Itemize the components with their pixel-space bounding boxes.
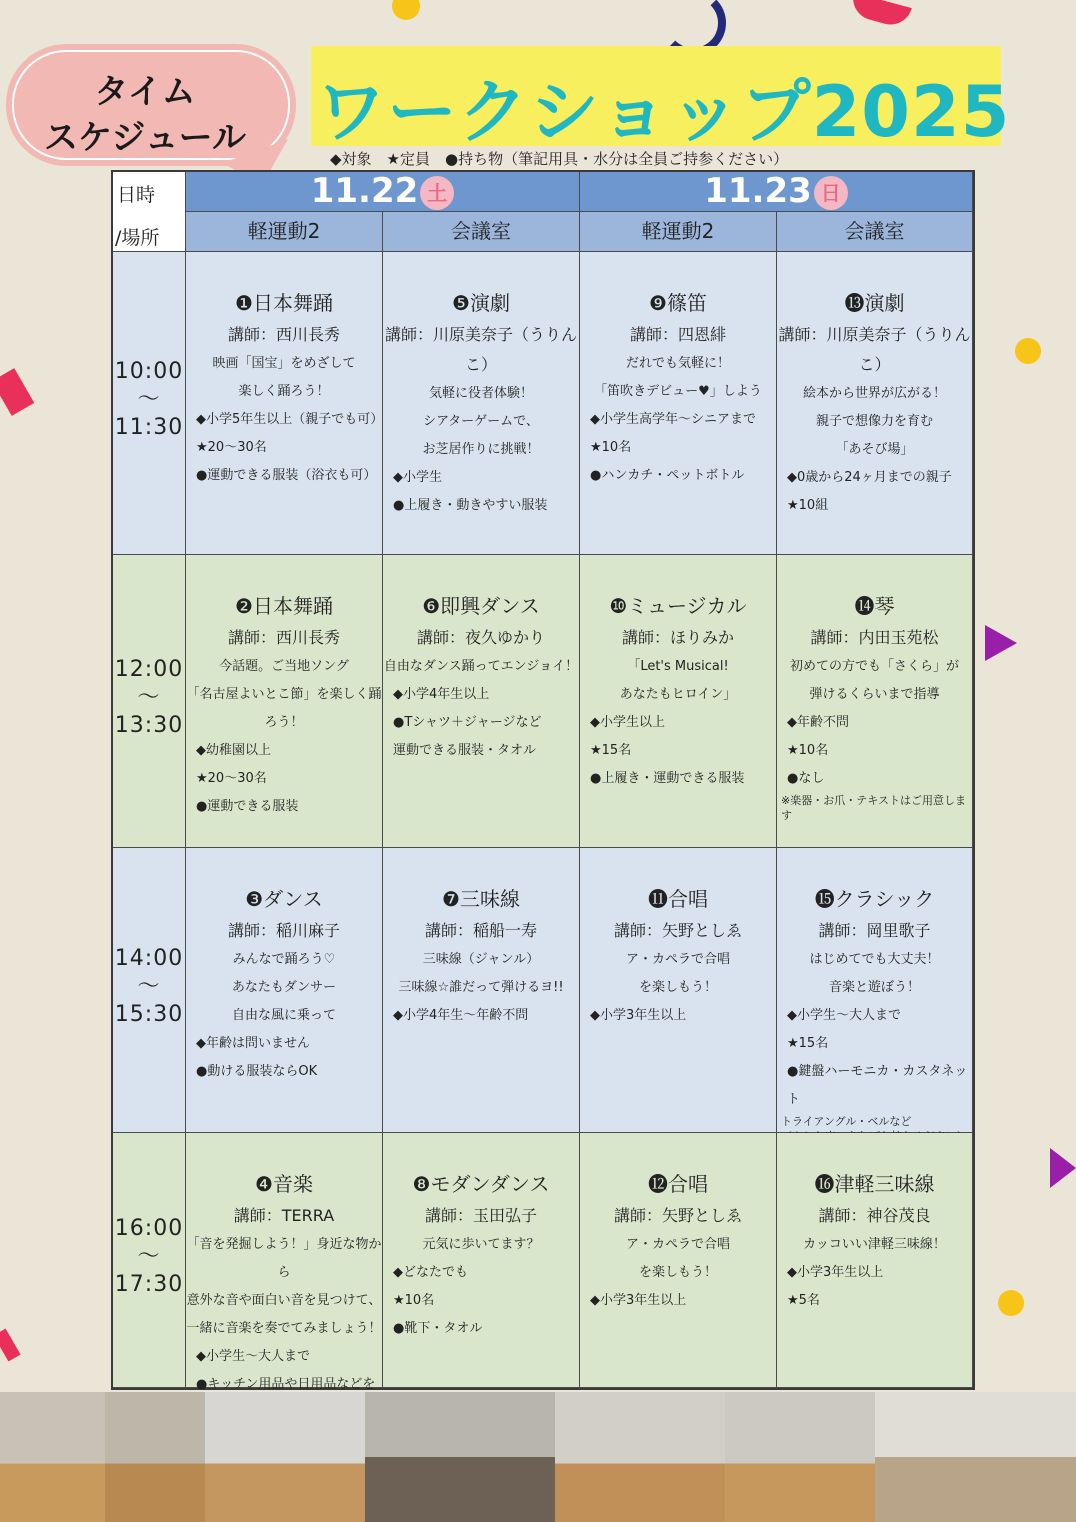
workshop-title: ⓬合唱 — [648, 1172, 708, 1196]
workshop-title: ⓭演劇 — [844, 291, 905, 315]
description-line: ア・カペラで合唱 — [625, 952, 730, 967]
workshop-title: ❾篠笛 — [649, 291, 707, 315]
target-audience: ◆小学生以上 — [590, 715, 665, 730]
time-sep: 〜 — [137, 973, 161, 999]
description-line: 三味線☆誰だって弾けるヨ!! — [398, 980, 564, 995]
room-header: 会議室 — [383, 212, 580, 252]
items-to-bring: ●靴下・タオル — [393, 1321, 483, 1336]
confetti-yellow — [392, 0, 420, 20]
items-to-bring: ●動ける服装ならOK — [196, 1064, 318, 1079]
weekday-badge: 土 — [420, 176, 454, 210]
description-line: 絵本から世界が広がる！ — [802, 386, 946, 401]
confetti-purple — [985, 625, 1017, 661]
workshop-cell — [186, 555, 383, 848]
workshop-title: ❹音楽 — [255, 1172, 313, 1196]
time-sep: 〜 — [137, 1243, 161, 1269]
instructor: 講師：TERRA — [233, 1206, 335, 1225]
items-to-bring: ●上履き・動きやすい服装 — [393, 498, 548, 513]
date-header — [186, 172, 580, 212]
workshop-title: ❿ミュージカル — [609, 594, 747, 618]
description-line: 楽しく踊ろう！ — [238, 384, 330, 399]
date-label: 11.22 — [310, 171, 419, 211]
target-audience: ◆小学5年生以上（親子でも可） — [196, 412, 384, 427]
room-header: 軽運動2 — [186, 212, 383, 252]
instructor: 講師：夜久ゆかり — [416, 628, 545, 647]
workshop-title: ❶日本舞踊 — [235, 291, 333, 315]
workshop-cell — [383, 555, 580, 848]
description-line: 元気に歩いてます？ — [422, 1237, 540, 1252]
description-line: 自由なダンス踊ってエンジョイ！ — [383, 659, 579, 674]
items-to-bring: ●上履き・運動できる服装 — [590, 771, 745, 786]
description-line: 今話題。ご当地ソング — [219, 659, 349, 674]
workshop-cell — [777, 555, 973, 848]
workshop-title: ⓮琴 — [854, 594, 895, 618]
workshop-cell — [383, 1133, 580, 1388]
confetti-red — [848, 0, 912, 29]
description-line: 「笛吹きデビュー♥」しよう — [594, 384, 762, 399]
workshop-cell — [186, 1133, 383, 1392]
workshop-cell — [383, 252, 580, 555]
photo — [875, 1392, 1076, 1522]
workshop-cell — [777, 252, 973, 555]
description-line: カッコいい津軽三味線！ — [803, 1237, 946, 1252]
time-cell — [113, 555, 186, 848]
target-audience: ◆小学4年生〜年齢不問 — [393, 1008, 529, 1023]
time-cell — [113, 848, 186, 1133]
description-line: 三味線（ジャンル） — [422, 952, 540, 967]
capacity: ★10名 — [787, 743, 829, 758]
photo — [0, 1392, 105, 1522]
capacity: ★10名 — [393, 1293, 435, 1308]
target-audience: ◆年齢不問 — [787, 715, 849, 730]
confetti-yellow — [1015, 338, 1041, 364]
target-audience: ◆小学3年生以上 — [590, 1293, 687, 1308]
items-to-bring: ●Tシャツ＋ジャージなど — [393, 715, 542, 730]
description-line: 初めての方でも「さくら」が — [789, 659, 959, 674]
confetti-red — [0, 1329, 21, 1362]
instructor: 講師：川原美奈子（うりんこ） — [778, 325, 971, 374]
legend: ◆対象 ★定員 ●持ち物（筆記用具・水分は全員ご持参ください） — [330, 150, 789, 168]
workshop-title: ⓯クラシック — [814, 887, 935, 911]
description-line: あなたもヒロイン」 — [619, 687, 737, 702]
time-sep: 〜 — [137, 386, 161, 412]
workshop-cell — [580, 1133, 777, 1388]
items-to-bring: ●キッチン用品や日用品などを — [196, 1377, 376, 1392]
capacity: ★20〜30名 — [196, 440, 267, 455]
time-cell — [113, 252, 186, 555]
instructor: 講師：西川長秀 — [227, 325, 340, 344]
date-header — [580, 172, 973, 212]
items-to-bring: ●鍵盤ハーモニカ・カスタネット — [787, 1064, 968, 1107]
bubble-line-2: スケジュール — [44, 118, 246, 158]
confetti-yellow — [998, 1290, 1024, 1316]
description-line: ア・カペラで合唱 — [625, 1237, 730, 1252]
description-line: 自由な風に乗って — [231, 1008, 336, 1023]
confetti-purple — [1050, 1148, 1076, 1188]
description-line: お芝居作りに挑戦！ — [422, 442, 540, 457]
description-line: はじめてでも大丈夫！ — [809, 952, 940, 967]
description-line: あなたもダンサー — [231, 980, 337, 995]
time-start: 10:00 — [114, 358, 184, 384]
workshop-cell — [777, 848, 973, 1133]
date-label: 11.23 — [704, 171, 812, 211]
photo — [365, 1392, 555, 1522]
instructor: 講師：四恩緋 — [629, 325, 726, 344]
description-line: 気軽に役者体験！ — [428, 386, 533, 401]
photo — [555, 1392, 725, 1522]
instructor: 講師：内田玉苑松 — [810, 628, 939, 647]
target-audience: ◆小学生〜大人まで — [787, 1008, 901, 1023]
instructor: 講師：川原美奈子（うりんこ） — [384, 325, 577, 374]
target-audience: ◆小学4年生以上 — [393, 687, 490, 702]
time-start: 16:00 — [114, 1215, 184, 1241]
description-line: 「あそび場」 — [835, 442, 914, 457]
instructor: 講師：矢野としゑ — [613, 921, 742, 940]
workshop-cell — [580, 848, 777, 1133]
room-header: 会議室 — [777, 212, 973, 252]
schedule-speech-bubble — [6, 44, 296, 166]
note: トライアングル・ベルなど — [781, 1115, 912, 1128]
capacity: ★10組 — [787, 498, 829, 513]
instructor: 講師：稲船一寿 — [424, 921, 537, 940]
workshop-title: ❸ダンス — [245, 887, 323, 911]
instructor: 講師：矢野としゑ — [613, 1206, 742, 1225]
instructor: 講師：西川長秀 — [227, 628, 340, 647]
instructor: 講師：岡里歌子 — [818, 921, 931, 940]
items-to-bring: ●ハンカチ・ペットボトル — [590, 468, 745, 483]
target-audience: ◆小学生高学年〜シニアまで — [590, 412, 756, 427]
photo — [105, 1392, 205, 1522]
target-audience: ◆小学生 — [393, 470, 442, 485]
photo-strip — [0, 1392, 1076, 1522]
table-corner — [113, 172, 186, 252]
description-line: 「音を発掘しよう！」身近な物から — [186, 1237, 382, 1280]
description-line: 映画「国宝」をめざして — [212, 356, 356, 371]
bubble-line-1: タイム — [94, 72, 196, 112]
instructor: 講師：玉田弘子 — [424, 1206, 537, 1225]
target-audience: ◆どなたでも — [393, 1265, 468, 1280]
description-line: を楽しもう！ — [638, 980, 717, 995]
capacity: ★5名 — [787, 1293, 820, 1308]
photo — [725, 1392, 875, 1522]
workshop-title: ⓰津軽三味線 — [814, 1172, 935, 1196]
description-line: シアターゲームで、 — [423, 414, 539, 429]
time-end: 17:30 — [114, 1271, 184, 1297]
weekday-badge: 日 — [814, 176, 848, 210]
corner-top: 日時 — [117, 184, 156, 206]
workshop-title: ❺演劇 — [452, 291, 510, 315]
items-to-bring-cont: 運動できる服装・タオル — [393, 743, 537, 758]
description-line: 「Let's Musical! — [627, 659, 729, 674]
photo — [205, 1392, 365, 1522]
description-line: 意外な音や面白い音を見つけて、 — [186, 1293, 382, 1308]
time-start: 14:00 — [114, 945, 184, 971]
time-end: 13:30 — [114, 712, 184, 738]
items-to-bring: ●運動できる服装 — [196, 799, 299, 814]
items-to-bring: ●なし — [787, 771, 825, 786]
capacity: ★15名 — [787, 1036, 829, 1051]
instructor: 講師：ほりみか — [621, 628, 734, 647]
workshop-title: ❼三味線 — [442, 887, 520, 911]
description-line: 一緒に音楽を奏でてみましょう！ — [186, 1321, 382, 1336]
workshop-title: ❽モダンダンス — [412, 1172, 550, 1196]
description-line: 親子で想像力を育む — [815, 414, 933, 429]
description-line: を楽しもう！ — [638, 1265, 717, 1280]
instructor: 講師：神谷茂良 — [818, 1206, 931, 1225]
workshop-cell — [186, 252, 383, 555]
time-start: 12:00 — [114, 656, 184, 682]
workshop-cell — [580, 555, 777, 848]
confetti-red — [0, 368, 34, 416]
time-cell — [113, 1133, 186, 1388]
page-title: ワークショップ2025 — [316, 71, 1011, 153]
description-line: 「名古屋よいとこ節」を楽しく踊ろう！ — [186, 687, 382, 730]
corner-bottom: /場所 — [115, 227, 160, 249]
time-sep: 〜 — [137, 684, 161, 710]
workshop-title: ⓫合唱 — [648, 887, 708, 911]
time-end: 11:30 — [114, 414, 184, 440]
instructor: 講師：稲川麻子 — [227, 921, 340, 940]
capacity: ★20〜30名 — [196, 771, 267, 786]
schedule-table — [111, 170, 975, 1390]
room-header: 軽運動2 — [580, 212, 777, 252]
workshop-title: ❷日本舞踊 — [235, 594, 333, 618]
target-audience: ◆0歳から24ヶ月までの親子 — [787, 470, 952, 485]
description-line: 音楽と遊ぼう！ — [828, 980, 920, 995]
workshop-cell — [186, 848, 383, 1133]
target-audience: ◆幼稚園以上 — [196, 743, 271, 758]
time-end: 15:30 — [114, 1001, 184, 1027]
capacity: ★15名 — [590, 743, 632, 758]
workshop-cell — [777, 1133, 973, 1388]
target-audience: ◆年齢は問いません — [196, 1036, 310, 1051]
note: ※楽器・お爪・テキストはご用意します — [781, 794, 966, 822]
workshop-title: ❻即興ダンス — [422, 594, 540, 618]
target-audience: ◆小学3年生以上 — [787, 1265, 884, 1280]
workshop-cell — [383, 848, 580, 1133]
description-line: だれでも気軽に！ — [625, 356, 730, 371]
capacity: ★10名 — [590, 440, 632, 455]
items-to-bring: ●運動できる服装（浴衣も可） — [196, 468, 377, 483]
target-audience: ◆小学生〜大人まで — [196, 1349, 310, 1364]
description-line: みんなで踊ろう♡ — [232, 952, 336, 967]
target-audience: ◆小学3年生以上 — [590, 1008, 687, 1023]
description-line: 弾けるくらいまで指導 — [809, 687, 940, 702]
workshop-cell — [580, 252, 777, 555]
